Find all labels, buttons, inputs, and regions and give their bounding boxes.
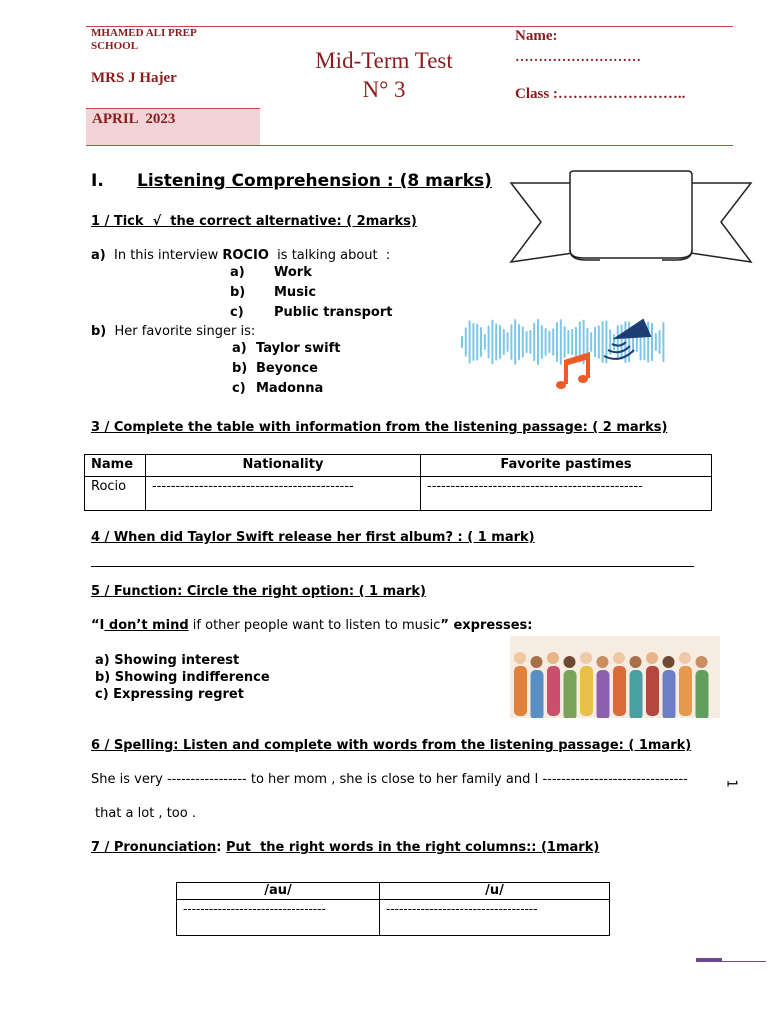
q1-a-letter: a) bbox=[91, 248, 106, 263]
q7-header-u: /u/ bbox=[380, 883, 610, 900]
q3-cell-pastimes[interactable]: ---------------------------------------------- bbox=[421, 477, 712, 511]
q1-a-option-text[interactable]: Music bbox=[274, 285, 317, 300]
q5-option[interactable]: c) Expressing regret bbox=[95, 687, 244, 702]
q1-a-option-text[interactable]: Public transport bbox=[274, 305, 393, 320]
section-numeral: I. bbox=[91, 171, 104, 191]
q5-options bbox=[95, 652, 270, 703]
q7-heading-part1: 7 / Pronunciation bbox=[91, 840, 217, 855]
person-figure bbox=[547, 666, 560, 716]
q7-table bbox=[176, 882, 610, 936]
name-label: Name: bbox=[515, 28, 558, 44]
q1-a-option-letter: c) bbox=[230, 305, 244, 320]
q4-answer-line[interactable] bbox=[91, 566, 694, 567]
q5-quote bbox=[91, 618, 532, 633]
person-head bbox=[696, 656, 708, 668]
people-illustration bbox=[510, 636, 720, 718]
q5-quote-underlined: don’t mind bbox=[104, 618, 189, 633]
person-figure bbox=[630, 670, 643, 718]
person-head bbox=[531, 656, 543, 668]
q6-line-2: that a lot , too . bbox=[95, 806, 196, 821]
q1-a-pre: In this interview bbox=[113, 248, 223, 263]
person-head bbox=[663, 656, 675, 668]
ribbon-banner-icon bbox=[508, 170, 754, 264]
page-title bbox=[290, 46, 478, 104]
person-figure bbox=[646, 666, 659, 716]
q7-cell-au[interactable]: --------------------------------- bbox=[177, 900, 380, 936]
person-figure bbox=[514, 666, 527, 716]
q5-option[interactable]: b) Showing indifference bbox=[95, 670, 270, 685]
q1-b-option-text[interactable]: Madonna bbox=[256, 381, 324, 396]
q1-b-option-letter: a) bbox=[232, 341, 247, 356]
person-figure bbox=[613, 666, 626, 716]
sound-wave-icon bbox=[458, 308, 672, 404]
school-name: MHAMED ALI PREP SCHOOL bbox=[91, 27, 197, 52]
q1-a-name: ROCIO bbox=[222, 248, 269, 263]
person-figure bbox=[679, 666, 692, 716]
q4-heading: 4 / When did Taylor Swift release her first album? : ( 1 mark) bbox=[91, 530, 535, 545]
q3-heading: 3 / Complete the table with information from the listening passage: ( 2 marks) bbox=[91, 420, 668, 435]
q5-heading: 5 / Function: Circle the right option: ( 1 mark) bbox=[91, 584, 426, 599]
q7-cell-u[interactable]: ----------------------------------- bbox=[380, 900, 610, 936]
date-box bbox=[86, 108, 260, 145]
name-field[interactable]: ……………………… bbox=[515, 50, 641, 65]
test-date: APRIL 2023 bbox=[92, 111, 176, 127]
title-line-1: Mid-Term Test bbox=[315, 48, 453, 73]
person-head bbox=[630, 656, 642, 668]
q3-header-nationality: Nationality bbox=[146, 455, 421, 477]
q6-heading: 6 / Spelling: Listen and complete with words from the listening passage: ( 1mark) bbox=[91, 738, 692, 753]
q3-header-name: Name bbox=[85, 455, 146, 477]
person-head bbox=[613, 652, 625, 664]
q5-quote-close: ” expresses: bbox=[440, 618, 533, 633]
q7-heading-sep: : bbox=[216, 840, 227, 855]
q1-a-post: is talking about : bbox=[268, 248, 391, 263]
q3-table bbox=[84, 454, 712, 511]
person-head bbox=[547, 652, 559, 664]
person-head bbox=[580, 652, 592, 664]
person-figure bbox=[696, 670, 709, 718]
q1-b-option-text[interactable]: Beyonce bbox=[256, 361, 318, 376]
person-head bbox=[646, 652, 658, 664]
person-figure bbox=[531, 670, 544, 718]
person-figure bbox=[597, 670, 610, 718]
section-title: Listening Comprehension : (8 marks) bbox=[137, 171, 492, 191]
person-figure bbox=[564, 670, 577, 718]
q1-b-text: Her favorite singer is: bbox=[114, 324, 256, 339]
person-head bbox=[679, 652, 691, 664]
q1-a-option-text[interactable]: Work bbox=[274, 265, 312, 280]
page-number: 1 bbox=[723, 779, 739, 788]
q1-heading: 1 / Tick √ the correct alternative: ( 2marks) bbox=[91, 214, 417, 229]
q1-b-option-text[interactable]: Taylor swift bbox=[256, 341, 341, 356]
footer-rule bbox=[722, 961, 766, 962]
teacher-name: MRS J Hajer bbox=[91, 70, 177, 86]
q1-b-letter: b) bbox=[91, 324, 107, 339]
q5-quote-rest: if other people want to listen to music bbox=[188, 618, 441, 633]
title-line-2: N° 3 bbox=[362, 77, 406, 102]
person-figure bbox=[580, 666, 593, 716]
q5-option[interactable]: a) Showing interest bbox=[95, 653, 240, 668]
person-head bbox=[597, 656, 609, 668]
q1-b-option-letter: b) bbox=[232, 361, 248, 376]
q7-heading bbox=[91, 840, 599, 855]
q7-heading-part2: Put the right words in the right columns:: (1mark) bbox=[226, 840, 600, 855]
q7-header-au: /au/ bbox=[177, 883, 380, 900]
q3-cell-nationality[interactable]: ------------------------------------------- bbox=[146, 477, 421, 511]
q5-quote-open: “I bbox=[91, 618, 105, 633]
person-head bbox=[514, 652, 526, 664]
class-field[interactable]: Class :…………………….. bbox=[515, 86, 686, 102]
q1-b-prompt bbox=[91, 324, 255, 339]
person-figure bbox=[663, 670, 676, 718]
header-bottom-rule bbox=[86, 145, 733, 146]
q3-cell-name: Rocio bbox=[85, 477, 146, 511]
q1-a-prompt bbox=[91, 248, 390, 263]
q1-b-option-letter: c) bbox=[232, 381, 246, 396]
person-head bbox=[564, 656, 576, 668]
q3-header-pastimes: Favorite pastimes bbox=[421, 455, 712, 477]
q1-a-option-letter: b) bbox=[230, 285, 246, 300]
q6-line-1[interactable]: She is very ----------------- to her mom , she is close to her family and I ------------------------------- bbox=[91, 772, 688, 787]
footer-mark bbox=[696, 958, 722, 962]
q1-a-option-letter: a) bbox=[230, 265, 245, 280]
